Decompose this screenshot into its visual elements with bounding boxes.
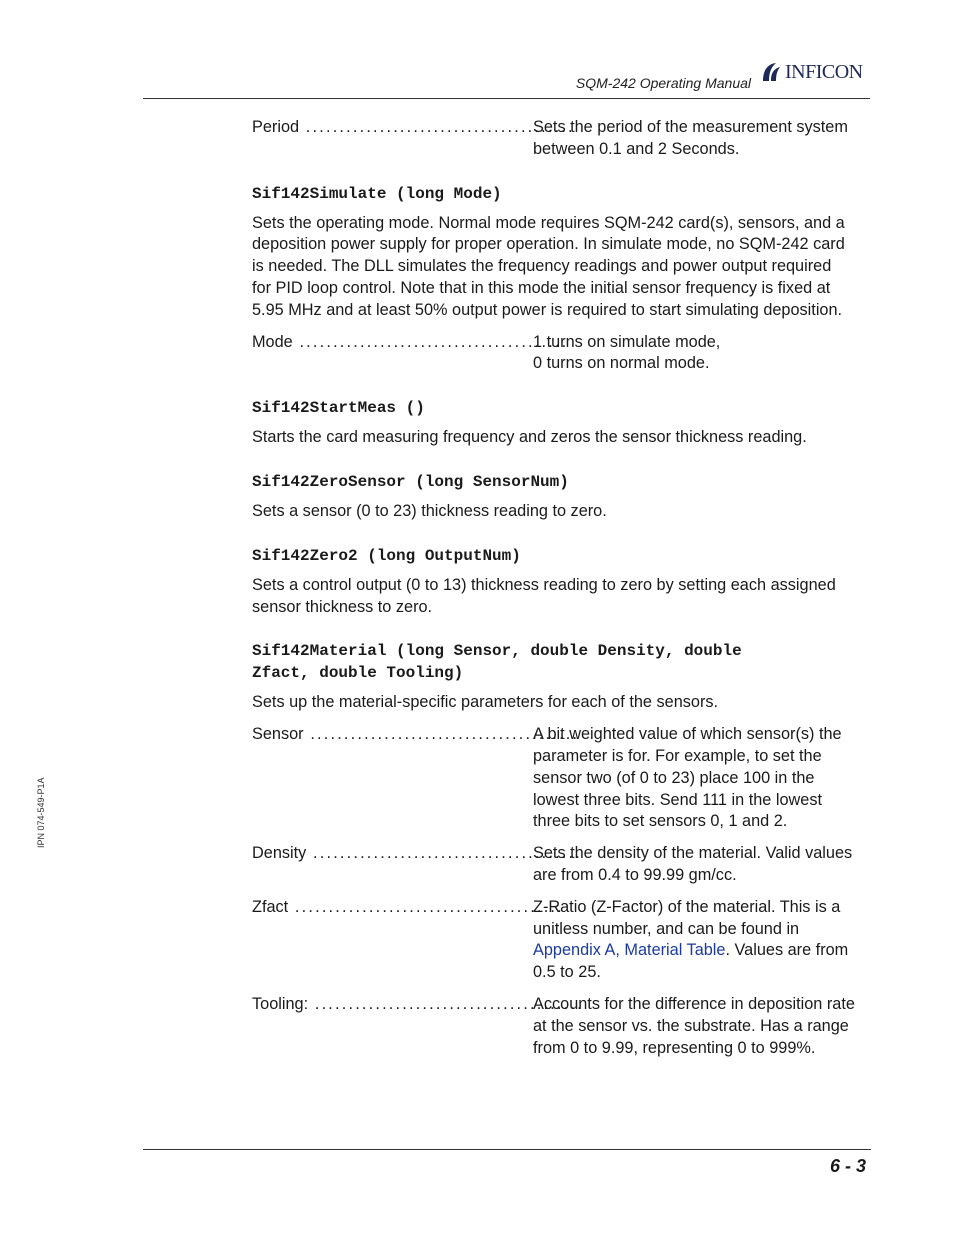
leader-dots: ........................................ (288, 897, 564, 916)
inficon-logo-mark-icon (760, 61, 782, 83)
page-number: 6 - 3 (829, 1156, 866, 1176)
param-term: Tooling: (252, 994, 309, 1013)
link-trailing-text: . Values are from (725, 941, 849, 960)
paragraph-line: for PID loop control. Note that in this mode the initial sensor frequency is fixed at (252, 278, 831, 297)
param-desc-line: Sets the density of the material. Valid values (533, 844, 853, 863)
document-ipn: IPN 074-549-P1A (36, 777, 46, 848)
param-desc-line: at the sensor vs. the substrate. Has a range (533, 1016, 849, 1035)
paragraph: Sets a sensor (0 to 23) thickness reading to zero. (252, 501, 607, 520)
function-heading: Sif142ZeroSensor (long SensorNum) (252, 472, 569, 491)
paragraph-line: sensor thickness to zero. (252, 597, 433, 616)
param-desc-line: Z-Ratio (Z-Factor) of the material. This is a (533, 897, 841, 916)
param-desc-line: sensor two (of 0 to 23) place 100 in the (533, 768, 815, 787)
param-term: Density (252, 844, 307, 863)
paragraph-line: Sets a control output (0 to 13) thickness reading to zero by setting each assigned (252, 575, 836, 594)
leader-dots: ........................................ (306, 844, 582, 863)
param-term: Period (252, 118, 300, 136)
heading-line: Zfact, double Tooling) (252, 664, 464, 683)
param-desc-line: from 0 to 9.99, representing 0 to 999%. (533, 1038, 816, 1057)
logo-wordmark: INFICON (785, 60, 863, 83)
param-desc-line: A bit weighted value of which sensor(s) the (533, 725, 842, 744)
inficon-logo (760, 60, 863, 84)
param-desc-line: Sets the period of the measurement system (533, 118, 848, 136)
function-heading: Sif142Simulate (long Mode) (252, 184, 502, 203)
footer-rule (143, 1149, 871, 1150)
param-zfact (252, 897, 868, 984)
param-term: Sensor (252, 725, 304, 744)
paragraph-line: Sets the operating mode. Normal mode requires SQM-242 card(s), sensors, and a (252, 213, 845, 232)
leader-dots: ........................................ (299, 118, 575, 136)
paragraph-line: is needed. The DLL simulates the frequency readings and power output required (252, 257, 832, 276)
heading-line: Sif142Material (long Sensor, double Density, double (252, 642, 742, 661)
param-density (252, 843, 868, 887)
param-desc-line: three bits to set sensors 0, 1 and 2. (533, 812, 788, 831)
param-sensor (252, 724, 868, 833)
param-desc-line: 1 turns on simulate mode, (533, 332, 721, 351)
header-rule (143, 98, 870, 99)
param-desc-line: Accounts for the difference in deposition rate (533, 994, 855, 1013)
param-desc-line: between 0.1 and 2 Seconds. (533, 139, 740, 158)
param-mode (252, 332, 868, 376)
param-desc-line: lowest three bits. Send 111 in the lowest (533, 790, 823, 809)
param-desc-line: 0.5 to 25. (533, 963, 601, 982)
param-term: Zfact (252, 897, 289, 916)
param-desc-line: 0 turns on normal mode. (533, 354, 710, 373)
param-desc-line: parameter is for. For example, to set the (533, 746, 822, 765)
leader-dots: ........................................ (292, 332, 569, 351)
paragraph: Sets up the material-specific parameters for each of the sensors. (252, 693, 719, 712)
param-desc-line: are from 0.4 to 99.99 gm/cc. (533, 865, 737, 884)
leader-dots: ........................................ (303, 725, 580, 744)
param-desc-line: unitless number, and can be found in (533, 919, 800, 938)
paragraph (252, 575, 868, 619)
appendix-link[interactable]: Appendix A, Material Table (533, 941, 726, 960)
param-period (252, 117, 868, 161)
paragraph: Starts the card measuring frequency and zeros the sensor thickness reading. (252, 428, 807, 447)
function-heading: Sif142Zero2 (long OutputNum) (252, 546, 521, 565)
param-term: Mode (252, 332, 293, 351)
manual-title: SQM-242 Operating Manual (575, 75, 751, 91)
leader-dots: ........................................ (308, 994, 584, 1013)
param-desc-line (533, 940, 868, 962)
paragraph-line: 5.95 MHz and at least 50% output power is required to start simulating deposition. (252, 300, 843, 319)
function-heading (252, 640, 868, 684)
function-heading: Sif142StartMeas () (252, 399, 425, 418)
paragraph (252, 213, 868, 322)
page-content (252, 117, 868, 1069)
paragraph-line: deposition power supply for proper operation. In simulate mode, no SQM-242 card (252, 235, 845, 254)
param-tooling (252, 994, 868, 1059)
